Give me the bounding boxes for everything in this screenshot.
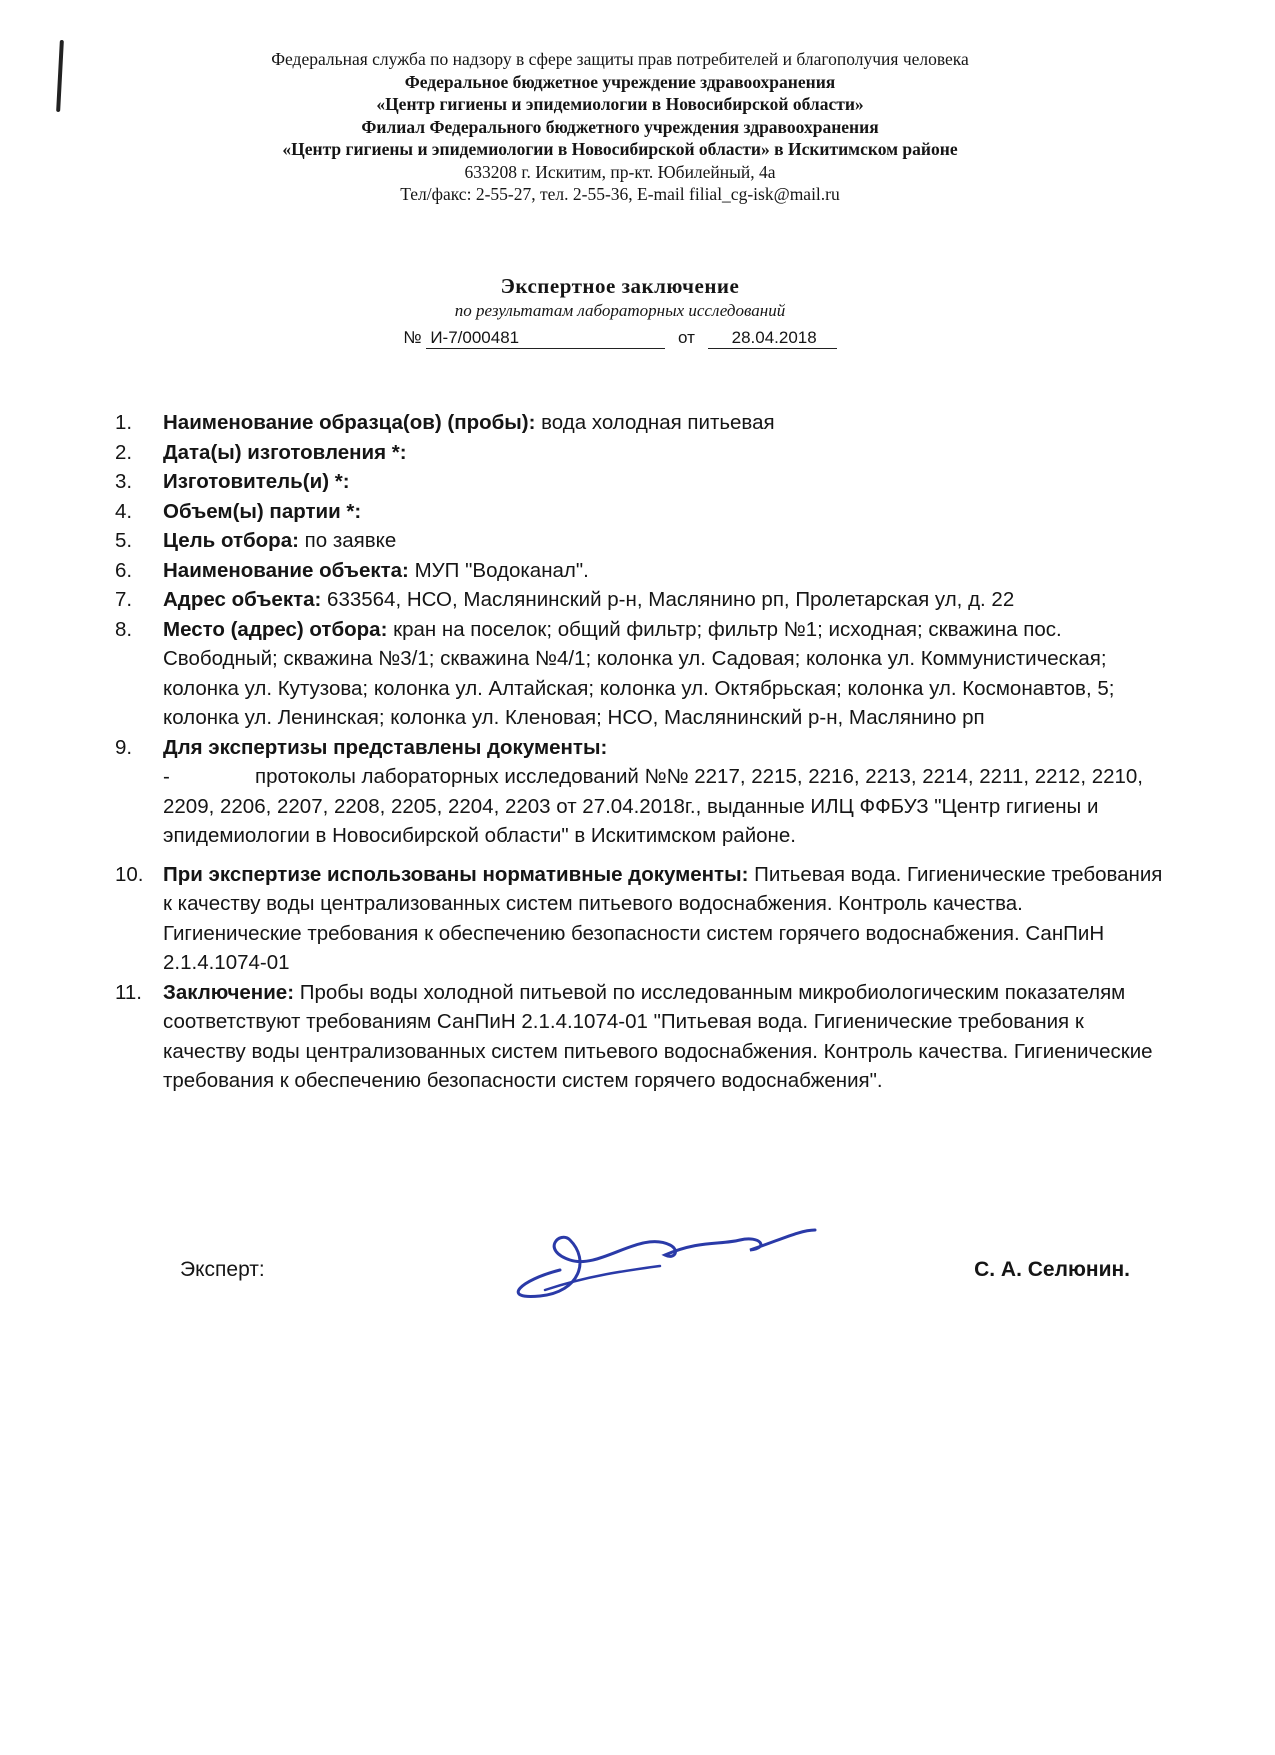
item-label: Цель отбора: (163, 529, 299, 552)
item-number: 5. (115, 529, 133, 552)
item-number: 6. (115, 558, 133, 582)
item-label: Наименование объекта: (163, 558, 409, 582)
document-number: И-7/000481 (426, 328, 665, 349)
item-number: 10. (115, 862, 144, 886)
list-item (115, 733, 1165, 851)
letterhead-branch-center: «Центр гигиены и эпидемиологии в Новосибирской области» в Искитимском районе (282, 139, 958, 159)
item-label: При экспертизе использованы нормативные документы: (163, 862, 749, 886)
item-value: Пробы воды холодной питьевой по исследованным микробиологическим показателям соответствуют требованиям СанПиН 2.1.4.1074-01 "Питьевая вода. Гигиенические требования к качеству воды централизованных систем питьевого водоснабжения. Контроль качества. Гигиенические требования к обеспечению безопасности систем горячего водоснабжения". (163, 980, 1153, 1092)
item-value: МУП "Водоканал". (408, 558, 589, 582)
conclusion-items (115, 408, 1165, 1096)
item-label: Дата(ы) изготовления *: (163, 440, 407, 464)
item-number: 3. (115, 470, 133, 493)
document-number-line (300, 328, 940, 349)
list-item (115, 978, 1165, 1096)
item-value: 633564, НСО, Маслянинский р-н, Маслянино рп, Пролетарская ул, д. 22 (321, 588, 1015, 611)
item-label: Заключение: (163, 980, 295, 1004)
letterhead-contacts: Тел/факс: 2-55-27, тел. 2-55-36, E-mail filial_cg-isk@mail.ru (400, 184, 840, 204)
item-number: 7. (115, 588, 133, 611)
expert-label: Эксперт: (180, 1258, 265, 1281)
item-value: Питьевая вода. Гигиенические требования к качеству воды централизованных систем питьевого водоснабжения. Контроль качества. Гигиенические требования к обеспечению безопасности систем горячего водоснабжения. СанПиН 2.1.4.1074-01 (163, 862, 1163, 974)
list-item (115, 497, 1165, 527)
documents-text: протоколы лабораторных исследований №№ 2217, 2215, 2216, 2213, 2214, 2211, 2212, 2210, 2209, 2206, 2207, 2208, 2205, 2204, 2203 от 27.04.2018г., выданные ИЛЦ ФФБУЗ "Центр гигиены и эпидемиологии в Новосибирской области" в Искитимском районе. (163, 765, 1144, 847)
item-label: Наименование образца(ов) (пробы): (163, 411, 536, 434)
margin-pen-mark (56, 40, 64, 112)
item-label: Изготовитель(и) *: (163, 470, 350, 493)
list-item (115, 860, 1165, 978)
item-number: 11. (115, 980, 142, 1004)
document-title: Экспертное заключение (500, 274, 740, 298)
list-item (115, 438, 1165, 468)
date-label: от (678, 328, 695, 347)
letterhead-agency: Федеральная служба по надзору в сфере защиты прав потребителей и благополучия человека (271, 49, 969, 69)
letterhead (150, 48, 1090, 206)
item-value: по заявке (298, 529, 397, 552)
item-number: 4. (115, 499, 133, 523)
letterhead-institution: Федеральное бюджетное учреждение здравоохранения (404, 71, 836, 92)
item-number: 8. (115, 617, 133, 641)
item-label: Объем(ы) партии *: (163, 499, 362, 523)
item-number: 2. (115, 440, 133, 464)
item-label: Адрес объекта: (163, 588, 322, 611)
expert-name: С. А. Селюнин. (974, 1258, 1130, 1281)
list-item (115, 585, 1165, 615)
documents-sublist-item (163, 762, 1165, 851)
item-value: кран на поселок; общий фильтр; фильтр №1; исходная; скважина пос. Свободный; скважина №3/1; скважина №4/1; колонка ул. Садовая; колонка ул. Коммунистическая; колонка ул. Кутузова; колонка ул. Алтайская; колонка ул. Октябрьская; колонка ул. Космонавтов, 5; колонка ул. Ленинская; колонка ул. Кленовая; НСО, Маслянинский р-н, Маслянино рп (163, 617, 1115, 729)
letterhead-center: «Центр гигиены и эпидемиологии в Новосибирской области» (376, 94, 864, 114)
item-label: Место (адрес) отбора: (163, 617, 388, 641)
list-item (115, 615, 1165, 733)
signature-row (180, 1244, 1130, 1304)
item-number: 9. (115, 735, 133, 759)
list-item (115, 467, 1165, 497)
document-title-block (300, 272, 940, 349)
list-item (115, 526, 1165, 556)
item-value: вода холодная питьевая (535, 411, 775, 434)
letterhead-branch: Филиал Федерального бюджетного учреждения здравоохранения (361, 116, 879, 137)
document-date: 28.04.2018 (708, 328, 837, 349)
number-label: № (403, 328, 422, 347)
item-label: Для экспертизы представлены документы: (163, 735, 608, 759)
list-item (115, 408, 1165, 438)
item-number: 1. (115, 411, 133, 434)
letterhead-address: 633208 г. Искитим, пр-кт. Юбилейный, 4а (464, 161, 776, 182)
list-item (115, 556, 1165, 586)
sublist-dash: - (163, 765, 170, 788)
document-subtitle: по результатам лабораторных исследований (454, 301, 786, 320)
